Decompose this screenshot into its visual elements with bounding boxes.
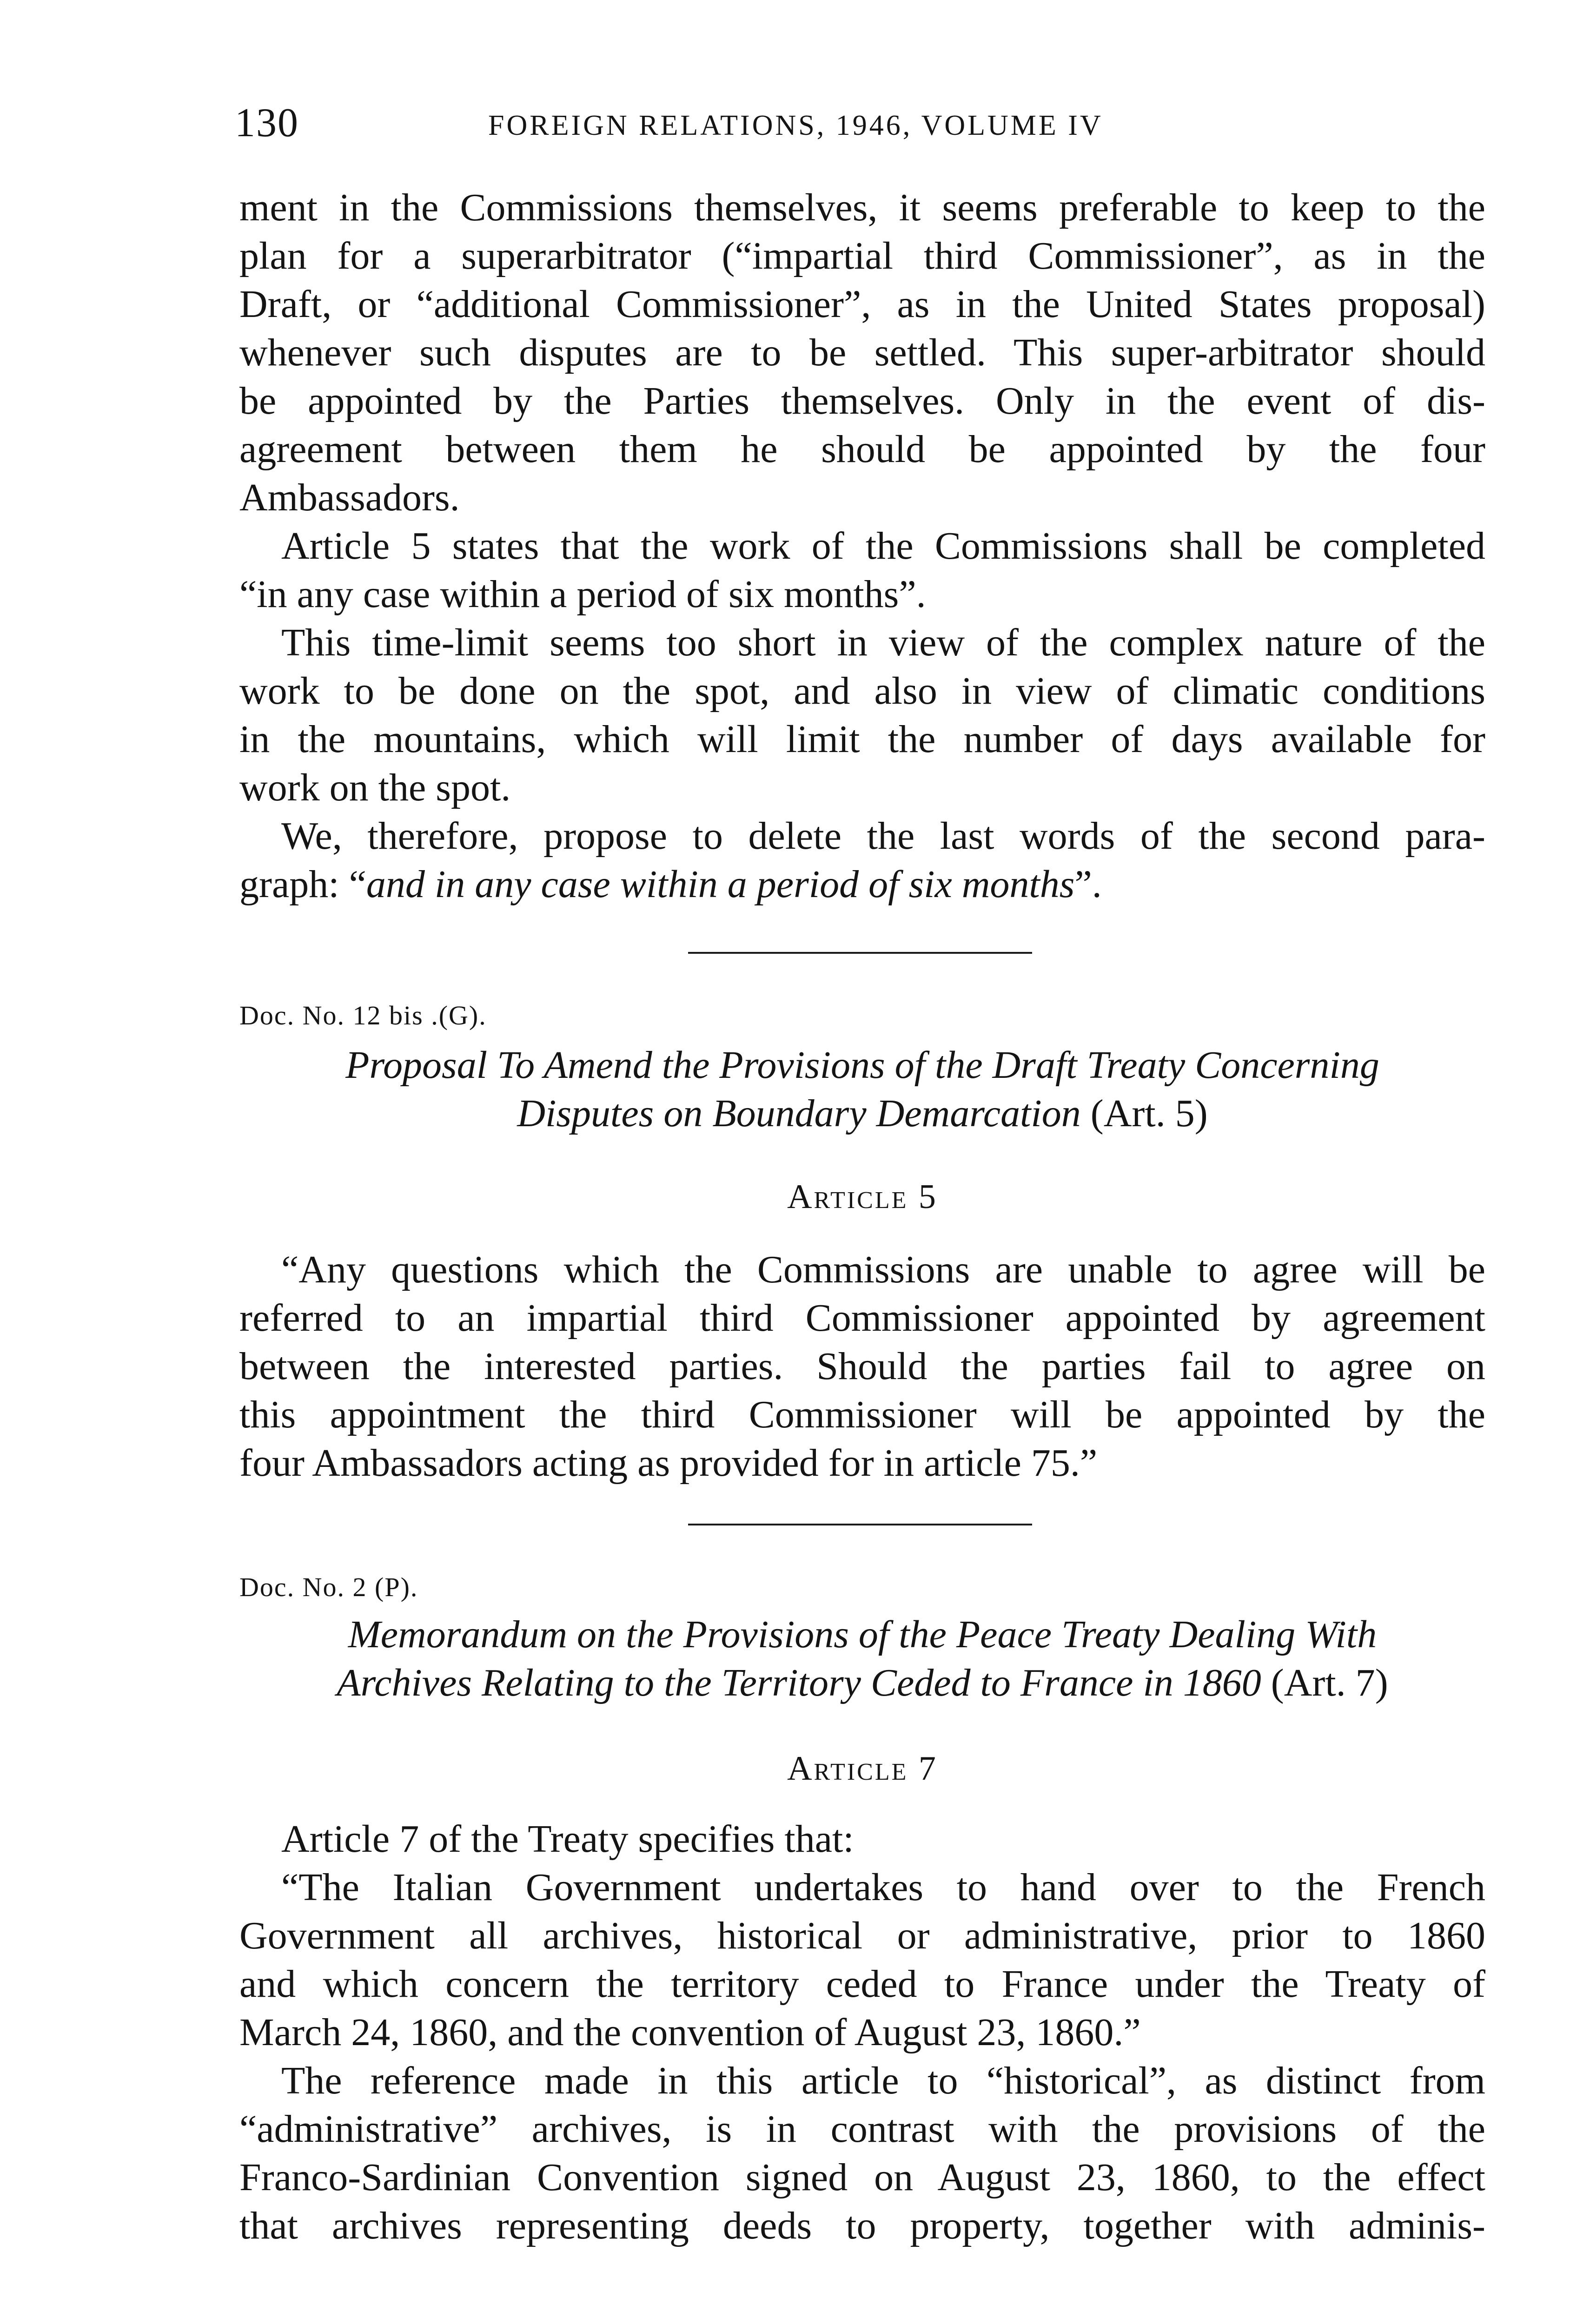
page-number: 130 bbox=[235, 100, 299, 145]
text-line: and which concern the territory ceded to France under the Treaty of bbox=[239, 1962, 1485, 2006]
text-line: This time-limit seems too short in view of the complex nature of the bbox=[281, 621, 1485, 664]
text-line bbox=[239, 860, 1485, 909]
text-line: Article 5 states that the work of the Commissions shall be completed bbox=[281, 524, 1485, 568]
document-reference: Doc. No. 12 bis .(G). bbox=[239, 1000, 487, 1030]
article-7-commentary bbox=[239, 2057, 1485, 2250]
continuation-paragraph-1 bbox=[239, 184, 1485, 522]
continuation-paragraph-2 bbox=[239, 522, 1485, 619]
text-line: Article 7 of the Treaty specifies that: bbox=[281, 1817, 854, 1861]
title-line: Memorandum on the Provisions of the Peace Treaty Dealing With bbox=[348, 1613, 1377, 1656]
article-heading: Article 5 bbox=[787, 1178, 938, 1216]
article-heading: Article 7 bbox=[787, 1750, 938, 1788]
text-line: Ambassadors. bbox=[239, 476, 460, 519]
page-header bbox=[235, 98, 1490, 149]
text-line: work on the spot. bbox=[239, 766, 511, 809]
continuation-paragraph-3 bbox=[239, 619, 1485, 812]
running-title: FOREIGN RELATIONS, 1946, VOLUME IV bbox=[488, 110, 1103, 141]
text-line: Franco-Sardinian Convention signed on August 23, 1860, to the effect bbox=[239, 2156, 1485, 2199]
text-line: between the interested parties. Should the parties fail to agree on bbox=[239, 1345, 1485, 1388]
text-fragment: ”. bbox=[1074, 863, 1102, 906]
text-line: Government all archives, historical or administrative, prior to 1860 bbox=[239, 1914, 1485, 1957]
text-line: “in any case within a period of six months”. bbox=[239, 573, 926, 616]
continuation-paragraph-4 bbox=[239, 812, 1485, 909]
text-line: agreement between them he should be appointed by the four bbox=[239, 428, 1485, 471]
text-line: “Any questions which the Commissions are unable to agree will be bbox=[281, 1248, 1485, 1291]
article-reference: (Art. 5) bbox=[1080, 1092, 1208, 1135]
text-line: in the mountains, which will limit the number of days available for bbox=[239, 718, 1485, 761]
section-divider bbox=[688, 1524, 1032, 1525]
section-divider bbox=[688, 952, 1032, 954]
text-line: Draft, or “additional Commissioner”, as in the United States proposal) bbox=[239, 283, 1485, 326]
text-line: be appointed by the Parties themselves. Only in the event of dis- bbox=[239, 379, 1485, 423]
article-7-quote bbox=[239, 1863, 1485, 2057]
text-line: The reference made in this article to “historical”, as distinct from bbox=[281, 2059, 1485, 2102]
title-line: Proposal To Amend the Provisions of the Draft Treaty Concerning bbox=[345, 1043, 1379, 1087]
text-line: four Ambassadors acting as provided for in article 75.” bbox=[239, 1441, 1098, 1485]
title-line bbox=[239, 1659, 1485, 1707]
text-line: this appointment the third Commissioner will be appointed by the bbox=[239, 1393, 1485, 1436]
title-fragment: Archives Relating to the Territory Ceded to France in 1860 bbox=[337, 1661, 1261, 1704]
text-line: referred to an impartial third Commissioner appointed by agreement bbox=[239, 1296, 1485, 1340]
article-7-intro bbox=[239, 1815, 1485, 1863]
text-fragment: graph: “ bbox=[239, 863, 366, 906]
text-line: We, therefore, propose to delete the last words of the second para- bbox=[281, 814, 1485, 858]
title-fragment: Disputes on Boundary Demarcation bbox=[517, 1092, 1081, 1135]
text-line: that archives representing deeds to property, together with adminis- bbox=[239, 2204, 1485, 2247]
article-reference: (Art. 7) bbox=[1261, 1661, 1388, 1704]
article-5-text bbox=[239, 1246, 1485, 1487]
text-line: “The Italian Government undertakes to hand over to the French bbox=[281, 1866, 1485, 1909]
title-line bbox=[239, 1089, 1485, 1138]
text-line: work to be done on the spot, and also in view of climatic conditions bbox=[239, 669, 1485, 713]
document-title bbox=[239, 1041, 1485, 1138]
text-line: “administrative” archives, is in contrast with the provisions of the bbox=[239, 2107, 1485, 2151]
text-line: plan for a superarbitrator (“impartial third Commissioner”, as in the bbox=[239, 234, 1485, 277]
text-line: ment in the Commissions themselves, it seems preferable to keep to the bbox=[239, 186, 1485, 229]
document-title bbox=[239, 1611, 1485, 1707]
text-line: whenever such disputes are to be settled. This super-arbitrator should bbox=[239, 331, 1485, 374]
text-line: March 24, 1860, and the convention of August 23, 1860.” bbox=[239, 2011, 1141, 2054]
document-reference: Doc. No. 2 (P). bbox=[239, 1572, 418, 1602]
italic-quote: and in any case within a period of six months bbox=[366, 863, 1075, 906]
